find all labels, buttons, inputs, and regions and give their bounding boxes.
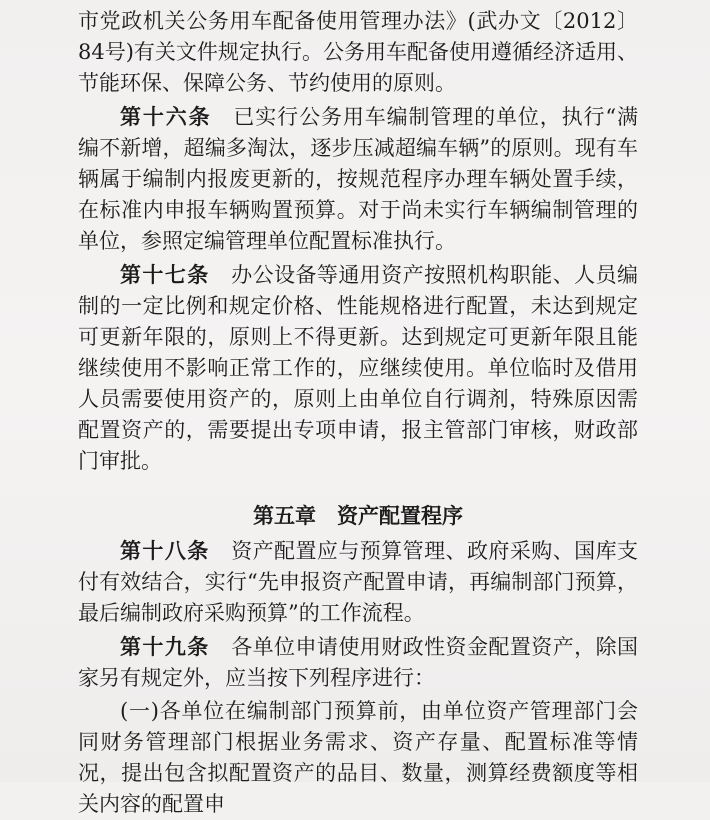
article-17 (78, 259, 638, 477)
article-16-heading: 第十六条 (120, 104, 212, 129)
article-18-heading: 第十八条 (120, 538, 210, 563)
article-15-continuation: 市党政机关公务用车配备使用管理办法》(武办文〔2012〕84号)有关文件规定执行。公务用车配备使用遵循经济适用、节能环保、保障公务、节约使用的原则。 (78, 9, 638, 95)
article-17-text: 办公设备等通用资产按照机构职能、人员编制的一定比例和规定价格、性能规格进行配置，未达到规定可更新年限的，原则上不得更新。达到规定可更新年限且能继续使用不影响正常工作的，应继续使用。单位临时及借用人员需要使用资产的，原则上由单位自行调剂，特殊原因需配置资产的，需要提出专项申请，报主管部门审核，财政部门审批。 (78, 263, 639, 473)
article-19-text: 各单位申请使用财政性资金配置资产，除国家另有规定外，应当按下列程序进行： (78, 635, 639, 690)
article-18-text: 资产配置应与预算管理、政府采购、国库支付有效结合，实行“先申报资产配置申请，再编制部门预算，最后编制政府采购预算”的工作流程。 (78, 539, 639, 625)
document-body (78, 6, 638, 820)
article-19-heading: 第十九条 (120, 634, 210, 659)
article-18 (78, 535, 638, 629)
article-19-item-1: (一)各单位在编制部门预算前，由单位资产管理部门会同财务管理部门根据业务需求、资产存量、配置标准等情况，提出包含拟配置资产的品目、数量，测算经费额度等相关内容的配置申 (78, 699, 638, 816)
article-17-heading: 第十七条 (120, 262, 210, 287)
article-16-text: 已实行公务用车编制管理的单位，执行“满编不新增，超编多淘汰，逐步压减超编车辆”的原则。现有车辆属于编制内报废更新的，按规范程序办理车辆处置手续，在标准内申报车辆购置预算。对于尚未实行车辆编制管理的单位，参照定编管理单位配置标准执行。 (78, 105, 639, 253)
article-16 (78, 101, 638, 257)
chapter-5-title: 第五章 资产配置程序 (253, 503, 463, 528)
article-19 (78, 631, 638, 694)
